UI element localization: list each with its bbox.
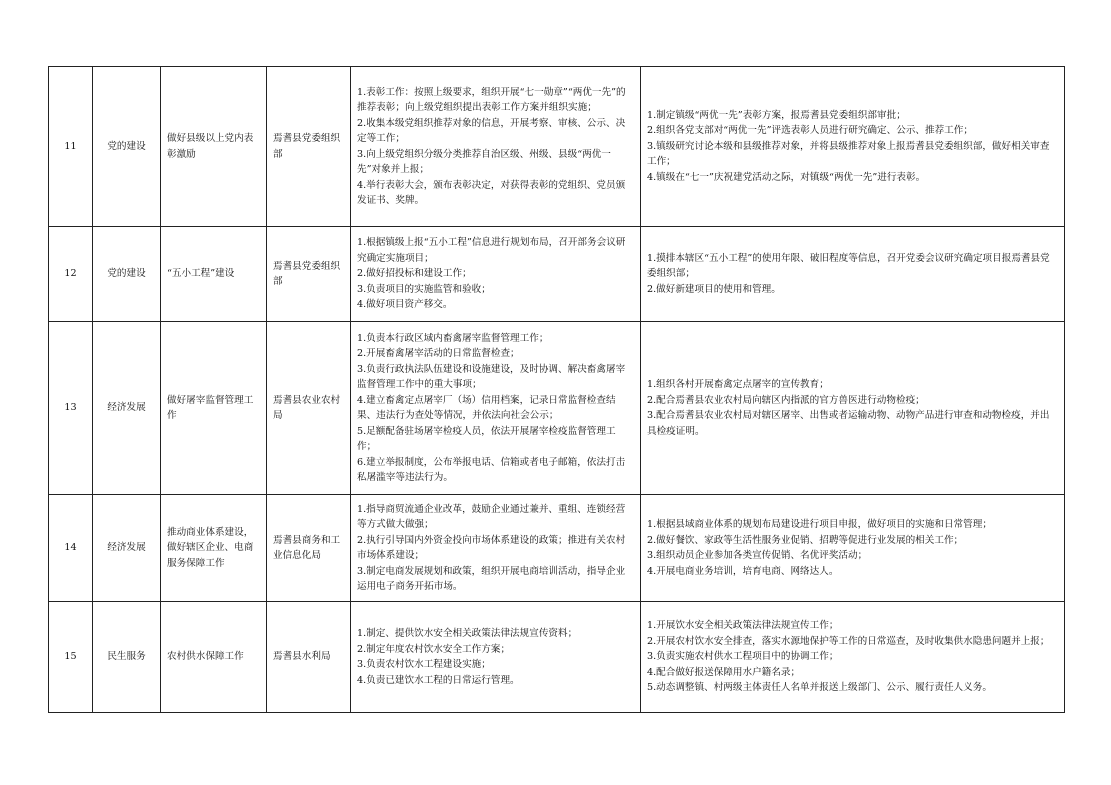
category-cell: 党的建设 <box>93 67 161 227</box>
task-cell: 做好县级以上党内表彰激励 <box>161 67 267 227</box>
county-duty-item: 1.表彰工作：按照上级要求，组织开展“七一勋章”“两优一先”的推荐表彰；向上级党组织提出表彰工作方案并组织实施； <box>357 86 626 113</box>
category-cell: 党的建设 <box>93 227 161 322</box>
county-duties-cell <box>351 322 641 495</box>
town-duty-item: 2.做好新建项目的使用和管理。 <box>647 283 781 295</box>
task-cell: 做好屠宰监督管理工作 <box>161 322 267 495</box>
row-number-cell: 12 <box>49 227 93 322</box>
town-duty-item: 2.配合焉耆县农业农村局向辖区内指派的官方兽医进行动物检疫； <box>647 394 925 406</box>
county-duties-cell <box>351 602 641 713</box>
town-duty-item: 3.组织动员企业参加各类宣传促销、名优评奖活动； <box>647 550 868 561</box>
department-cell: 焉耆县农业农村局 <box>267 322 351 495</box>
county-duty-item: 3.向上级党组织分级分类推荐自治区级、州级、县级“两优一先”对象并上报； <box>357 148 611 175</box>
county-duty-item: 1.根据镇级上报“五小工程”信息进行规划布局，召开部务会议研究确定实施项目； <box>357 237 626 264</box>
county-duty-item: 2.做好招投标和建设工作； <box>357 268 472 280</box>
town-duties-cell <box>641 322 1065 495</box>
county-duty-item: 4.举行表彰大会，颁布表彰决定，对获得表彰的党组织、党员颁发证书、奖牌。 <box>357 179 626 206</box>
town-duty-item: 1.组织各村开展畜禽定点屠宰的宣传教育； <box>647 379 829 390</box>
town-duty-item: 4.配合做好报送保障用水户籍名录； <box>647 666 801 678</box>
county-duty-item: 4.建立畜禽定点屠宰厂（场）信用档案，记录日常监督检查结果、违法行为查处等情况，并依法向社会公示； <box>357 394 616 421</box>
table-row <box>49 322 1065 495</box>
town-duty-item: 1.制定镇级“两优一先”表彰方案，报焉耆县党委组织部审批； <box>647 109 906 121</box>
task-cell: 推动商业体系建设，做好辖区企业、电商服务保障工作 <box>161 495 267 602</box>
town-duty-item: 5.动态调整镇、村两级主体责任人名单并报送上级部门、公示、履行责任人义务。 <box>647 682 992 694</box>
county-duty-item: 2.收集本级党组织推荐对象的信息，开展考察、审核、公示、决定等工作； <box>357 117 626 144</box>
county-duty-item: 4.负责已建饮水工程的日常运行管理。 <box>357 674 520 686</box>
town-duty-item: 4.镇级在“七一”庆祝建党活动之际，对镇级“两优一先”进行表彰。 <box>647 171 926 183</box>
table-row <box>49 67 1065 227</box>
department-cell: 焉耆县党委组织部 <box>267 67 351 227</box>
county-duty-item: 2.制定年度农村饮水安全工作方案； <box>357 643 511 655</box>
town-duties-cell <box>641 227 1065 322</box>
department-cell: 焉耆县党委组织部 <box>267 227 351 322</box>
county-duty-item: 4.做好项目资产移交。 <box>357 299 453 311</box>
duty-table-body <box>49 67 1065 713</box>
town-duty-item: 2.开展农村饮水安全排查，落实水源地保护等工作的日常巡查，及时收集供水隐患问题并上报； <box>647 635 1050 647</box>
county-duty-item: 6.建立举报制度，公布举报电话、信箱或者电子邮箱，依法打击私屠滥宰等违法行为。 <box>357 456 626 483</box>
county-duty-item: 3.负责行政执法队伍建设和设施建设，及时协调、解决畜禽屠宰监督管理工作中的重大事项； <box>357 363 626 390</box>
town-duty-item: 1.摸排本辖区“五小工程”的使用年限、破旧程度等信息，召开党委会议研究确定项目报焉耆县党委组织部； <box>647 252 1050 280</box>
table-row <box>49 495 1065 602</box>
county-duty-item: 1.指导商贸流通企业改革，鼓励企业通过兼并、重组、连锁经营等方式做大做强； <box>357 503 626 530</box>
town-duties-cell <box>641 67 1065 227</box>
table-row <box>49 227 1065 322</box>
county-duty-item: 3.负责项目的实施监管和验收； <box>357 283 491 295</box>
duty-table <box>48 66 1065 713</box>
category-cell: 经济发展 <box>93 322 161 495</box>
county-duty-item: 3.负责农村饮水工程建设实施； <box>357 659 491 670</box>
town-duty-item: 3.负责实施农村供水工程项目中的协调工作； <box>647 651 839 663</box>
county-duty-item: 2.开展畜禽屠宰活动的日常监督检查； <box>357 348 520 359</box>
county-duty-item: 5.足额配备驻场屠宰检疫人员，依法开展屠宰检疫监督管理工作； <box>357 425 616 452</box>
row-number-cell: 13 <box>49 322 93 495</box>
category-cell: 民生服务 <box>93 602 161 713</box>
county-duty-item: 1.制定、提供饮水安全相关政策法律法规宣传资料； <box>357 628 578 639</box>
town-duty-item: 3.镇级研究讨论本级和县级推荐对象，并将县级推荐对象上报焉耆县党委组织部，做好相关审查工作； <box>647 140 1050 168</box>
town-duty-item: 3.配合焉耆县农业农村局对辖区屠宰、出售或者运输动物、动物产品进行审查和动物检疫，并出具检疫证明。 <box>647 410 1050 437</box>
table-row <box>49 602 1065 713</box>
row-number-cell: 11 <box>49 67 93 227</box>
county-duty-item: 3.制定电商发展规划和政策，组织开展电商培训活动，指导企业运用电子商务开拓市场。 <box>357 565 626 592</box>
department-cell: 焉耆县水利局 <box>267 602 351 713</box>
county-duties-cell <box>351 495 641 602</box>
town-duty-item: 2.做好餐饮、家政等生活性服务业促销、招聘等促进行业发展的相关工作； <box>647 534 964 546</box>
county-duties-cell <box>351 227 641 322</box>
county-duty-item: 2.执行引导国内外资金投向市场体系建设的政策；推进有关农村市场体系建设； <box>357 534 626 561</box>
county-duties-cell <box>351 67 641 227</box>
town-duty-item: 4.开展电商业务培训，培育电商、网络达人。 <box>647 565 839 577</box>
row-number-cell: 15 <box>49 602 93 713</box>
town-duties-cell <box>641 495 1065 602</box>
task-cell: 农村供水保障工作 <box>161 602 267 713</box>
task-cell: “五小工程”建设 <box>161 227 267 322</box>
county-duty-item: 1.负责本行政区域内畜禽屠宰监督管理工作； <box>357 332 549 344</box>
category-cell: 经济发展 <box>93 495 161 602</box>
town-duty-item: 1.根据县域商业体系的规划布局建设进行项目申报，做好项目的实施和日常管理； <box>647 519 992 530</box>
department-cell: 焉耆县商务和工业信息化局 <box>267 495 351 602</box>
town-duty-item: 2.组织各党支部对“两优一先”评选表彰人员进行研究确定、公示、推荐工作； <box>647 125 973 137</box>
town-duty-item: 1.开展饮水安全相关政策法律法规宣传工作； <box>647 620 839 632</box>
town-duties-cell <box>641 602 1065 713</box>
row-number-cell: 14 <box>49 495 93 602</box>
